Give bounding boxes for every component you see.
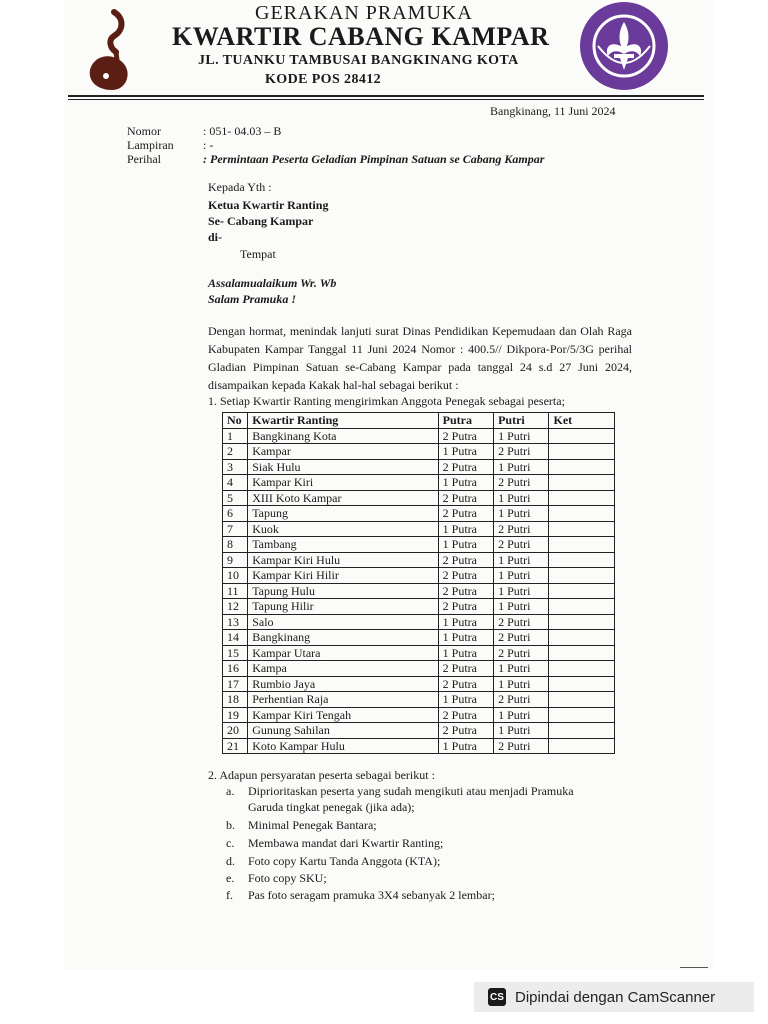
cell-putra: 1 Putra (438, 475, 493, 491)
recipient-scope: Se- Cabang Kampar (208, 214, 314, 228)
cell-putra: 2 Putra (438, 428, 493, 444)
camscanner-logo-icon: CS (488, 988, 506, 1006)
cell-ranting: Tapung Hilir (248, 599, 438, 615)
perihal-value: : Permintaan Peserta Geladian Pimpinan Satuan se Cabang Kampar (203, 152, 545, 166)
cell-putra: 2 Putra (438, 568, 493, 584)
table-row (223, 537, 615, 553)
cell-ket (549, 645, 615, 661)
cell-ket (549, 537, 615, 553)
cell-putri: 1 Putri (494, 490, 549, 506)
recipient-salutation: Kepada Yth : (208, 180, 272, 194)
perihal-label: Perihal (127, 152, 161, 166)
cell-ket (549, 583, 615, 599)
cell-putra: 1 Putra (438, 537, 493, 553)
cell-ranting: XIII Koto Kampar (248, 490, 438, 506)
cell-no: 8 (223, 537, 248, 553)
cell-putri: 2 Putri (494, 444, 549, 460)
cell-ket (549, 490, 615, 506)
cell-ranting: Bangkinang (248, 630, 438, 646)
cell-putri: 1 Putri (494, 723, 549, 739)
cell-putri: 2 Putri (494, 692, 549, 708)
cell-ket (549, 723, 615, 739)
requirement-item (226, 854, 440, 869)
lampiran-row (127, 138, 213, 153)
table-row (223, 661, 615, 677)
cell-putri: 2 Putri (494, 738, 549, 754)
table-row (223, 552, 615, 568)
table-row (223, 521, 615, 537)
cell-putra: 2 Putra (438, 459, 493, 475)
table-row (223, 428, 615, 444)
cell-no: 19 (223, 707, 248, 723)
cell-ranting: Kampar (248, 444, 438, 460)
cell-no: 17 (223, 676, 248, 692)
cell-ranting: Gunung Sahilan (248, 723, 438, 739)
perihal-row (127, 152, 544, 167)
cell-putri: 1 Putri (494, 568, 549, 584)
cell-ranting: Perhentian Raja (248, 692, 438, 708)
cell-no: 6 (223, 506, 248, 522)
cell-putri: 2 Putri (494, 521, 549, 537)
table-row (223, 645, 615, 661)
cell-no: 5 (223, 490, 248, 506)
camscanner-label: Dipindai dengan CamScanner (515, 988, 716, 1006)
cell-ket (549, 661, 615, 677)
cell-ket (549, 552, 615, 568)
table-row (223, 599, 615, 615)
cell-putri: 1 Putri (494, 459, 549, 475)
cell-no: 4 (223, 475, 248, 491)
header-ket: Ket (549, 413, 615, 429)
cell-putri: 1 Putri (494, 552, 549, 568)
letterhead-title: KWARTIR CABANG KAMPAR (172, 22, 550, 51)
cell-ket (549, 428, 615, 444)
cell-ket (549, 475, 615, 491)
letterhead-rule (68, 95, 704, 97)
cell-no: 1 (223, 428, 248, 444)
cell-ket (549, 692, 615, 708)
cell-ranting: Kampa (248, 661, 438, 677)
cell-putra: 2 Putra (438, 661, 493, 677)
requirement-letter: b. (226, 818, 235, 832)
cell-putri: 2 Putri (494, 537, 549, 553)
cell-putra: 2 Putra (438, 707, 493, 723)
table-row (223, 568, 615, 584)
letterhead-address: JL. TUANKU TAMBUSAI BANGKINANG KOTA (198, 53, 519, 68)
cell-ranting: Kampar Kiri Tengah (248, 707, 438, 723)
cell-putra: 1 Putra (438, 521, 493, 537)
cell-ranting: Kampar Utara (248, 645, 438, 661)
cell-ranting: Tambang (248, 537, 438, 553)
table-row (223, 583, 615, 599)
table-row (223, 506, 615, 522)
cell-ket (549, 459, 615, 475)
letterhead-org: GERAKAN PRAMUKA (255, 2, 473, 24)
recipient-name: Ketua Kwartir Ranting (208, 198, 329, 212)
cell-putri: 2 Putri (494, 630, 549, 646)
cell-ranting: Kampar Kiri Hulu (248, 552, 438, 568)
table-row (223, 738, 615, 754)
requirement-text: Minimal Penegak Bantara; (248, 818, 377, 832)
body-paragraph: Dengan hormat, menindak lanjuti surat Dinas Pendidikan Kepemudaan dan Olah Raga Kabupaten Kampar Tanggal 11 Juni 2024 Nomor : 400.5// Dikpora-Por/5/3G perihal Gladian Pimpinan Satuan se-Cabang Kampar pada tanggal 24 s.d 27 Juni 2024, disampaikan kepada Kakak hal-hal sebagai berikut : (208, 324, 632, 392)
cell-no: 12 (223, 599, 248, 615)
cell-ranting: Koto Kampar Hulu (248, 738, 438, 754)
cell-ranting: Kampar Kiri (248, 475, 438, 491)
cell-putri: 1 Putri (494, 506, 549, 522)
table-row (223, 692, 615, 708)
cell-putri: 1 Putri (494, 676, 549, 692)
cell-no: 14 (223, 630, 248, 646)
requirement-text: Diprioritaskan peserta yang sudah mengikuti atau menjadi Pramuka (248, 784, 574, 798)
point-1: 1. Setiap Kwartir Ranting mengirimkan Anggota Penegak sebagai peserta; (208, 394, 565, 408)
cell-putri: 1 Putri (494, 599, 549, 615)
cell-no: 13 (223, 614, 248, 630)
cell-no: 16 (223, 661, 248, 677)
tunas-kelapa-logo (84, 8, 140, 92)
requirement-letter: c. (226, 836, 235, 850)
recipient-place: Tempat (240, 247, 276, 261)
requirement-letter: d. (226, 854, 235, 868)
cell-ranting: Siak Hulu (248, 459, 438, 475)
cell-putra: 1 Putra (438, 614, 493, 630)
letter-date: Bangkinang, 11 Juni 2024 (490, 104, 616, 118)
requirement-text: Foto copy SKU; (248, 871, 327, 885)
cell-no: 15 (223, 645, 248, 661)
table-row (223, 459, 615, 475)
cell-ranting: Rumbio Jaya (248, 676, 438, 692)
header-putri: Putri (494, 413, 549, 429)
table-row (223, 475, 615, 491)
table-row (223, 630, 615, 646)
letterhead-rule-thin (68, 99, 704, 100)
cell-putra: 2 Putra (438, 490, 493, 506)
cell-ket (549, 614, 615, 630)
requirement-text: Foto copy Kartu Tanda Anggota (KTA); (248, 854, 441, 868)
lampiran-label: Lampiran (127, 138, 174, 152)
requirement-item (226, 800, 415, 815)
nomor-value: : 051- 04.03 – B (203, 124, 282, 138)
cell-ranting: Tapung (248, 506, 438, 522)
requirement-letter: f. (226, 888, 233, 902)
cell-no: 18 (223, 692, 248, 708)
cell-putra: 2 Putra (438, 599, 493, 615)
requirement-item (226, 784, 574, 799)
cell-putra: 1 Putra (438, 630, 493, 646)
cell-no: 10 (223, 568, 248, 584)
cell-putri: 1 Putri (494, 583, 549, 599)
table-row (223, 723, 615, 739)
cell-putri: 1 Putri (494, 707, 549, 723)
cell-no: 21 (223, 738, 248, 754)
requirement-item (226, 836, 443, 851)
cell-putra: 2 Putra (438, 552, 493, 568)
wosm-emblem-icon (578, 0, 670, 92)
cell-ket (549, 676, 615, 692)
nomor-row (127, 124, 281, 139)
recipient-di: di- (208, 230, 223, 244)
participants-table (222, 412, 615, 754)
header-putra: Putra (438, 413, 493, 429)
greeting-line1: Assalamualaikum Wr. Wb (208, 276, 337, 290)
requirement-text: Pas foto seragam pramuka 3X4 sebanyak 2 lembar; (248, 888, 495, 902)
cell-putra: 2 Putra (438, 676, 493, 692)
cell-ranting: Salo (248, 614, 438, 630)
camscanner-watermark (474, 982, 754, 1012)
cell-putra: 1 Putra (438, 444, 493, 460)
cell-ket (549, 707, 615, 723)
table-row (223, 490, 615, 506)
cell-ket (549, 506, 615, 522)
cell-ket (549, 521, 615, 537)
requirement-text: Membawa mandat dari Kwartir Ranting; (248, 836, 444, 850)
greeting-line2: Salam Pramuka ! (208, 292, 297, 306)
cell-putra: 1 Putra (438, 738, 493, 754)
cell-no: 3 (223, 459, 248, 475)
header-ranting: Kwartir Ranting (248, 413, 438, 429)
cell-no: 9 (223, 552, 248, 568)
requirement-letter: a. (226, 784, 235, 798)
cell-putri: 2 Putri (494, 614, 549, 630)
cell-no: 20 (223, 723, 248, 739)
cell-ket (549, 630, 615, 646)
table-row (223, 676, 615, 692)
cell-putri: 1 Putri (494, 428, 549, 444)
cell-putri: 2 Putri (494, 645, 549, 661)
point-2: 2. Adapun persyaratan peserta sebagai berikut : (208, 768, 435, 782)
cell-no: 11 (223, 583, 248, 599)
cell-ket (549, 444, 615, 460)
cell-ranting: Bangkinang Kota (248, 428, 438, 444)
lampiran-value: : - (203, 138, 214, 152)
requirement-item (226, 871, 327, 886)
nomor-label: Nomor (127, 124, 161, 138)
cell-putri: 2 Putri (494, 475, 549, 491)
table-row (223, 707, 615, 723)
cell-putra: 2 Putra (438, 723, 493, 739)
cell-putra: 1 Putra (438, 645, 493, 661)
requirement-item (226, 888, 495, 903)
cell-putri: 1 Putri (494, 661, 549, 677)
cell-putra: 1 Putra (438, 692, 493, 708)
cell-ket (549, 599, 615, 615)
requirement-letter: e. (226, 871, 235, 885)
table-header-row (223, 413, 615, 429)
cell-ket (549, 738, 615, 754)
table-row (223, 444, 615, 460)
cell-putra: 2 Putra (438, 583, 493, 599)
cell-ranting: Kampar Kiri Hilir (248, 568, 438, 584)
requirement-item (226, 818, 377, 833)
cell-ranting: Kuok (248, 521, 438, 537)
letterhead (0, 0, 768, 110)
table-row (223, 614, 615, 630)
letterhead-postcode: KODE POS 28412 (265, 72, 382, 87)
cell-ranting: Tapung Hulu (248, 583, 438, 599)
cell-ket (549, 568, 615, 584)
header-no: No (223, 413, 248, 429)
requirement-text: Garuda tingkat penegak (jika ada); (248, 800, 415, 814)
cell-no: 2 (223, 444, 248, 460)
cell-no: 7 (223, 521, 248, 537)
page-mark (680, 967, 708, 968)
cell-putra: 2 Putra (438, 506, 493, 522)
